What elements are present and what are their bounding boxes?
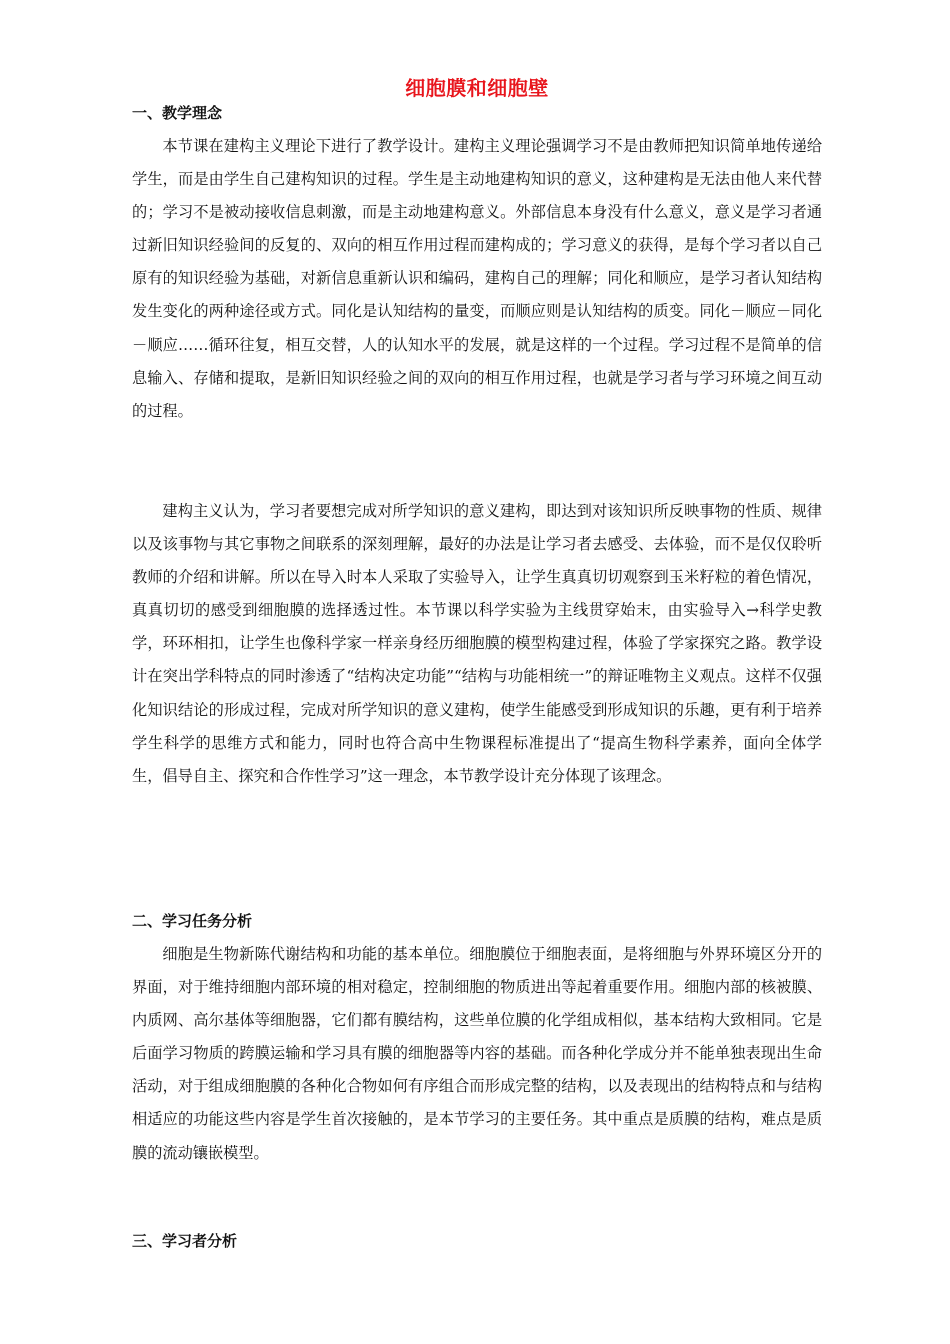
paragraph-task-analysis: 细胞是生物新陈代谢结构和功能的基本单位。细胞膜位于细胞表面，是将细胞与外界环境区分开的界面，对于维持细胞内部环境的相对稳定，控制细胞的物质进出等起着重要作用。细胞内部的核被膜、内质网、高尔基体等细胞器，它们都有膜结构，这些单位膜的化学组成相似，基本结构大致相同。它是后面学习物质的跨膜运输和学习具有膜的细胞器等内容的基础。而各种化学成分并不能单独表现出生命活动，对于组成细胞膜的各种化合物如何有序组合而形成完整的结构，以及表现出的结构特点和与结构相适应的功能这些内容是学生首次接触的，是本节学习的主要任务。其中重点是质膜的结构，难点是质膜的流动镶嵌模型。 (132, 945, 822, 1162)
section-heading-learner-analysis: 三、学习者分析 (132, 1232, 238, 1250)
paragraph-constructivism-intro: 本节课在建构主义理论下进行了教学设计。建构主义理论强调学习不是由教师把知识简单地传递给学生，而是由学生自己建构知识的过程。学生是主动地建构知识的意义，这种建构是无法由他人来代替的；学习不是被动接收信息刺激，而是主动地建构意义。外部信息本身没有什么意义，意义是学习者通过新旧知识经验间的反复的、双向的相互作用过程而建构成的；学习意义的获得，是每个学习者以自己原有的知识经验为基础，对新信息重新认识和编码，建构自己的理解；同化和顺应，是学习者认知结构发生变化的两种途径或方式。同化是认知结构的量变，而顺应则是认知结构的质变。同化－顺应－同化－顺应……循环往复，相互交替，人的认知水平的发展，就是这样的一个过程。学习过程不是简单的信息输入、存储和提取，是新旧知识经验之间的双向的相互作用过程，也就是学习者与学习环境之间互动的过程。 (132, 137, 822, 420)
section-heading-task-analysis: 二、学习任务分析 (132, 912, 253, 930)
document-title: 细胞膜和细胞壁 (405, 76, 549, 100)
paragraph-constructivism-practice: 建构主义认为，学习者要想完成对所学知识的意义建构，即达到对该知识所反映事物的性质、规律以及该事物与其它事物之间联系的深刻理解，最好的办法是让学习者去感受、去体验，而不是仅仅聆听教师的介绍和讲解。所以在导入时本人采取了实验导入，让学生真真切切观察到玉米籽粒的着色情况，真真切切的感受到细胞膜的选择透过性。本节课以科学实验为主线贯穿始末，由实验导入→科学史教学，环环相扣，让学生也像科学家一样亲身经历细胞膜的模型构建过程，体验了学家探究之路。教学设计在突出学科特点的同时渗透了“结构决定功能”“结构与功能相统一”的辩证唯物主义观点。这样不仅强化知识结论的形成过程，完成对所学知识的意义建构，使学生能感受到形成知识的乐趣，更有利于培养学生科学的思维方式和能力，同时也符合高中生物课程标准提出了“提高生物科学素养，面向全体学生，倡导自主、探究和合作性学习”这一理念，本节教学设计充分体现了该理念。 (132, 502, 822, 785)
section-heading-teaching-philosophy: 一、教学理念 (132, 104, 223, 122)
